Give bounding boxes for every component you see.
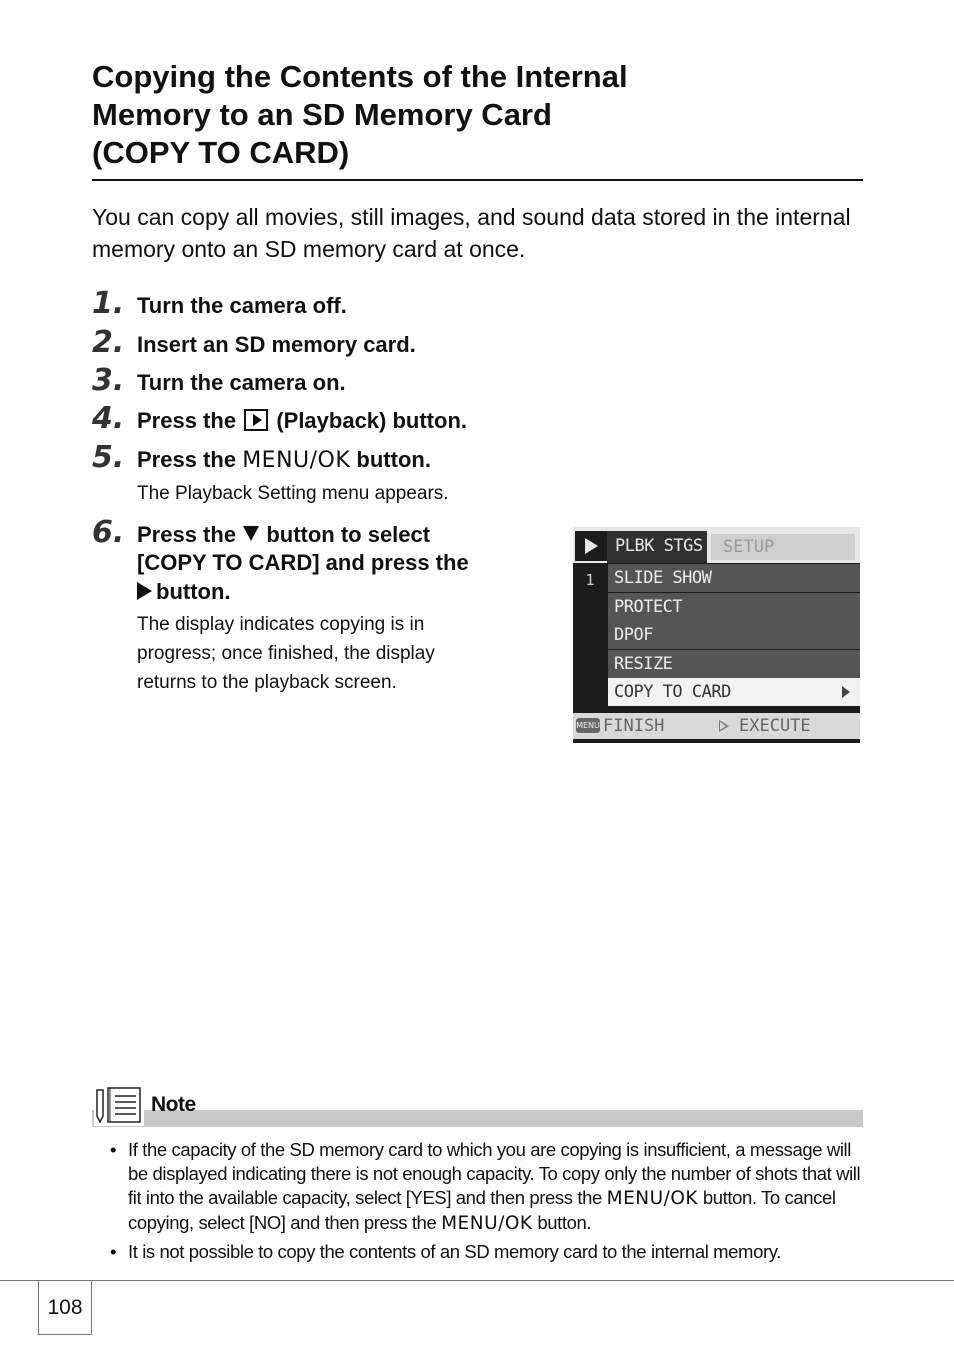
- step-number: 6.: [92, 515, 125, 550]
- playback-icon: [244, 409, 268, 431]
- camera-bottom-bar: [573, 713, 860, 739]
- step-description-line-1: The display indicates copying is in: [137, 614, 425, 635]
- page-number: 108: [38, 1280, 92, 1335]
- menu-badge-icon: MENU: [576, 718, 600, 733]
- note-title: Note: [151, 1093, 196, 1116]
- step-text: [137, 446, 431, 475]
- camera-menu-item: DPOF: [608, 621, 860, 649]
- camera-menu-item: RESIZE: [608, 650, 860, 678]
- menu-ok-button-label: MENU/OK: [606, 1188, 699, 1209]
- step-number: 4.: [92, 401, 125, 436]
- title-line-1: Copying the Contents of the Internal: [92, 59, 628, 94]
- note-list: [108, 1138, 868, 1268]
- camera-execute-label: EXECUTE: [739, 716, 811, 736]
- note-header-bar: [92, 1110, 863, 1127]
- step-number: 3.: [92, 363, 125, 398]
- step-text-post: button to select: [266, 522, 431, 547]
- note-item: • It is not possible to copy the contents of an SD memory card to the internal memory.: [108, 1240, 868, 1264]
- page-title: [92, 58, 862, 172]
- right-triangle-icon: [137, 582, 152, 600]
- camera-page-number: 1: [585, 571, 595, 589]
- camera-menu-item-selected: COPY TO CARD: [608, 678, 860, 706]
- step-text: Turn the camera on.: [137, 370, 346, 395]
- step-text-line-1: [137, 521, 430, 549]
- step-text-pre: Press the: [137, 408, 237, 433]
- step-description-line-3: returns to the playback screen.: [137, 672, 397, 693]
- menu-ok-button-label: MENU/OK: [441, 1213, 533, 1234]
- note-item: [108, 1138, 868, 1236]
- step-text-pre: Press the: [137, 447, 237, 472]
- step-number: 2.: [92, 325, 125, 360]
- step-text-post: button.: [356, 447, 431, 472]
- camera-tab-bar: [573, 527, 860, 563]
- menu-ok-button-label: MENU/OK: [242, 448, 351, 473]
- camera-finish-label: FINISH: [603, 716, 665, 736]
- camera-tab-playback-settings: PLBK STGS: [607, 531, 707, 563]
- step-text-line-3: [137, 578, 231, 606]
- step-description: The Playback Setting menu appears.: [137, 483, 449, 504]
- step-description-line-2: progress; once finished, the display: [137, 643, 435, 664]
- step-number: 5.: [92, 440, 125, 475]
- note-text: button. To cancel copying, select [NO] and then press the: [128, 1187, 836, 1233]
- step-number: 1.: [92, 286, 125, 321]
- intro-paragraph: You can copy all movies, still images, and sound data stored in the internal memory onto an SD memory card at once.: [92, 204, 851, 262]
- title-divider: [92, 179, 863, 181]
- camera-menu-item: SLIDE SHOW: [608, 564, 860, 592]
- camera-menu-item: PROTECT: [608, 593, 860, 621]
- execute-arrow-icon: [719, 720, 729, 732]
- step-text-post: (Playback) button.: [276, 408, 467, 433]
- footer-divider: [0, 1280, 954, 1281]
- note-text: If the capacity of the SD memory card to which you are copying is insufficient, a message will be displayed indicating there is not enough capacity. To copy only the number of shots that will fit into the available capacity, select [YES] and then press the: [128, 1139, 861, 1208]
- step-text: [137, 407, 467, 435]
- note-icon: [94, 1086, 144, 1126]
- camera-menu-list: [608, 564, 860, 707]
- step-text: Turn the camera off.: [137, 293, 347, 318]
- step-text-post: button.: [156, 579, 231, 604]
- note-text: button.: [537, 1212, 592, 1233]
- step-text-pre: Press the: [137, 522, 237, 547]
- step-text-line-2: [COPY TO CARD] and press the: [137, 550, 469, 575]
- playback-mode-icon: [575, 531, 607, 561]
- down-triangle-icon: [243, 526, 259, 541]
- step-text: Insert an SD memory card.: [137, 332, 416, 357]
- camera-lcd-screenshot: [573, 527, 860, 743]
- title-line-2: Memory to an SD Memory Card: [92, 97, 552, 132]
- camera-tab-setup: SETUP: [711, 534, 855, 560]
- title-line-3: (COPY TO CARD): [92, 135, 350, 170]
